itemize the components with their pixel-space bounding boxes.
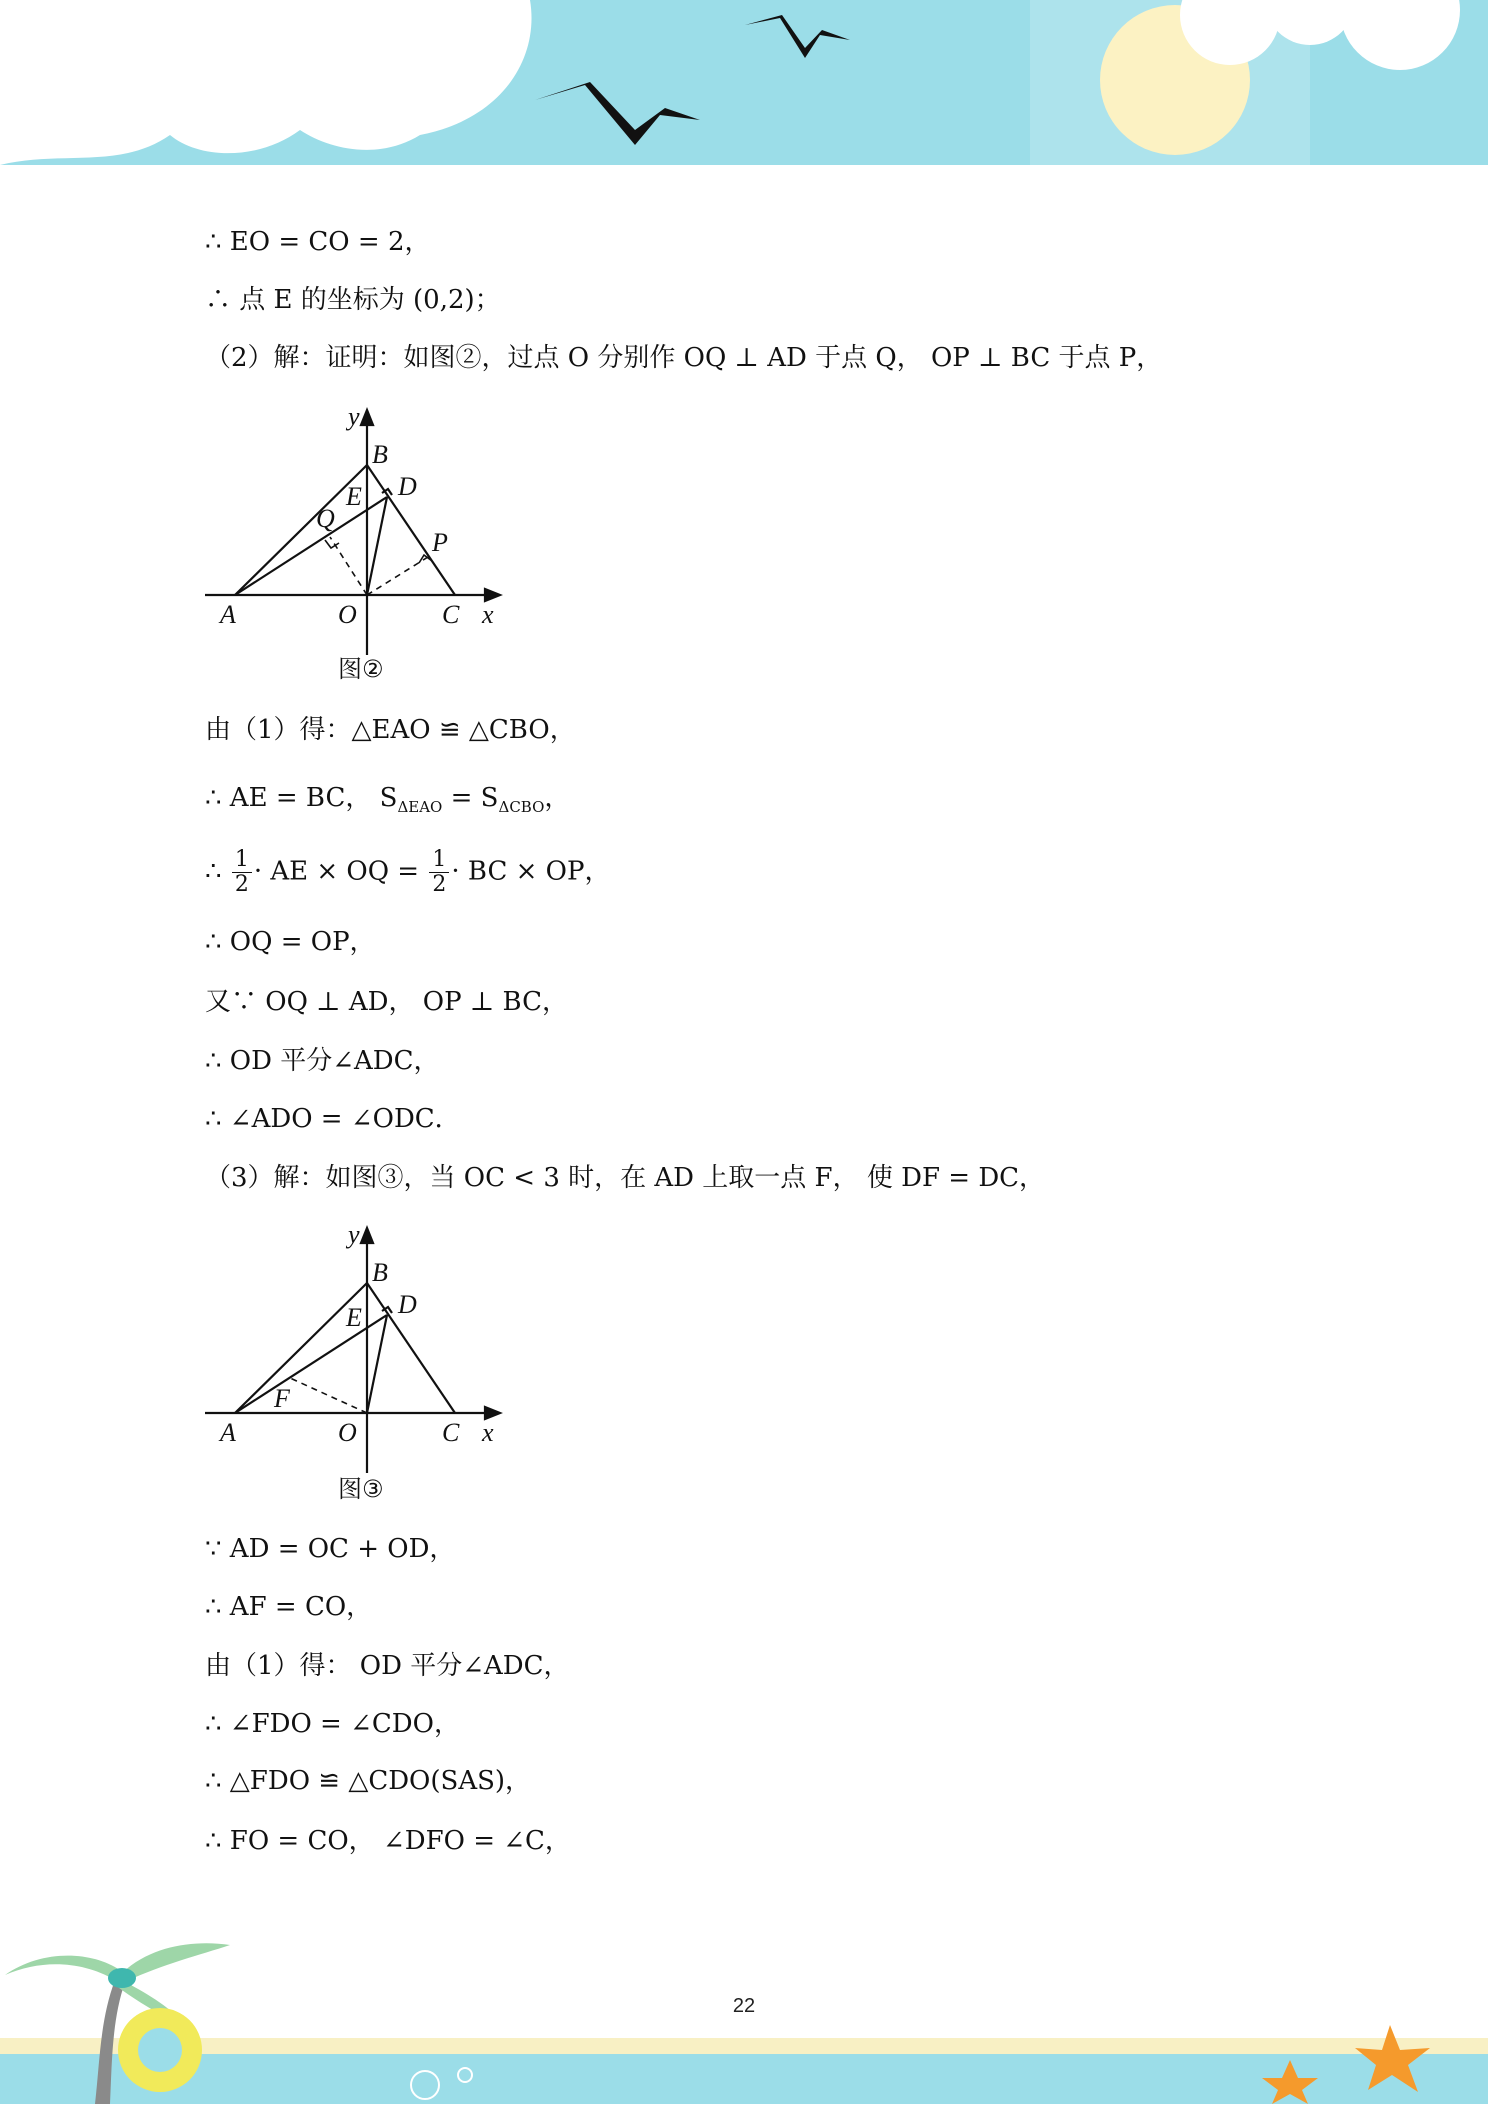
text-line: ∴ OQ = OP， — [205, 927, 376, 957]
text-line: ∴ AF = CO， — [205, 1592, 373, 1622]
label-D: D — [398, 472, 417, 501]
text-line: ∴ AE = BC， $S_{\Delta EAO} = S_{\Delta CBO}$， — [205, 783, 571, 817]
text-line: 由（1）得：△EAO ≌ △CBO， — [205, 715, 576, 745]
label-y: y — [348, 405, 360, 431]
label-E: E — [346, 482, 362, 511]
figure-3-caption: 图③ — [338, 1475, 384, 1503]
text-line: （3）解：如图③，当 OC < 3 时，在 AD 上取一点 F， 使 DF = DC， — [205, 1163, 1046, 1193]
footer-decoration — [0, 1920, 1488, 2104]
fraction: $\frac{1}{2}$ — [232, 848, 252, 897]
label-O: O — [338, 600, 357, 629]
label-O: O — [338, 1418, 357, 1447]
label-C: C — [442, 600, 460, 629]
label-P: P — [432, 528, 448, 557]
label-x: x — [482, 600, 494, 629]
text-line: ∴ △FDO ≌ △CDO(SAS)， — [205, 1766, 532, 1796]
label-A: A — [220, 600, 236, 629]
label-D: D — [398, 1290, 417, 1319]
text-line: （2）解：证明：如图②，过点 O 分别作 OQ ⊥ AD 于点 Q， OP ⊥ BC 于点 P， — [205, 343, 1163, 373]
text-line: ∵ AD = OC + OD， — [205, 1534, 456, 1564]
page-number: 22 — [732, 1995, 756, 2017]
label-x: x — [482, 1418, 494, 1447]
text-line: ∴ ∠ADO = ∠ODC． — [205, 1104, 461, 1134]
label-Q: Q — [316, 504, 335, 533]
figure-2-caption: 图② — [338, 655, 384, 683]
text-line: ∴ ∠FDO = ∠CDO， — [205, 1709, 460, 1739]
fraction: $\frac{1}{2}$ — [429, 848, 449, 897]
text-line: ∴ 点 E 的坐标为 (0,2)； — [205, 285, 501, 315]
label-y: y — [348, 1223, 360, 1249]
label-F: F — [274, 1384, 290, 1413]
text-line: ∴ FO = CO， ∠DFO = ∠C， — [205, 1826, 571, 1856]
label-E: E — [346, 1303, 362, 1332]
label-B: B — [372, 440, 388, 469]
text-line: 又∵ OQ ⊥ AD， OP ⊥ BC， — [205, 987, 569, 1017]
text-line: ∴ EO = CO = 2， — [205, 227, 431, 257]
figure-3 — [200, 1223, 520, 1508]
label-C: C — [442, 1418, 460, 1447]
text-line: ∴ $\frac{1}{2}$ · AE × OQ = $\frac{1}{2}$ · BC × OP， — [205, 847, 611, 897]
text-line: ∴ OD 平分∠ADC， — [205, 1046, 440, 1076]
header-decoration — [0, 0, 1488, 170]
label-A: A — [220, 1418, 236, 1447]
text-line: 由（1）得： OD 平分∠ADC， — [205, 1651, 570, 1681]
figure-2 — [200, 405, 520, 690]
label-B: B — [372, 1258, 388, 1287]
